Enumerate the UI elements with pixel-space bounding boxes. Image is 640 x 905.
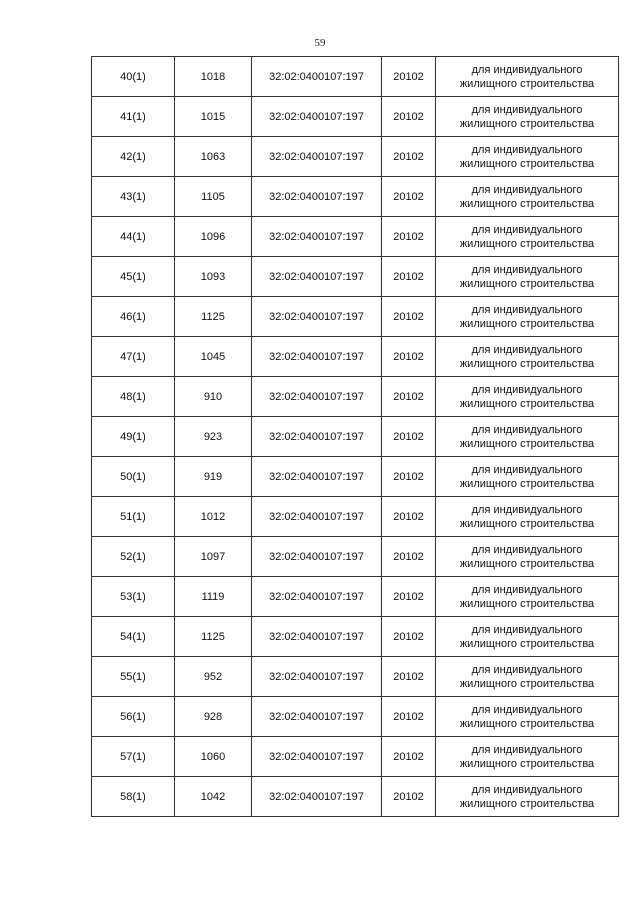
permitted-use-line: жилищного строительства [459, 597, 595, 610]
plot-area-cell: 1096 [175, 217, 252, 257]
land-plots-table [91, 56, 619, 817]
plot-number-cell: 54(1) [92, 617, 175, 657]
permitted-use-line: жилищного строительства [459, 797, 595, 810]
cadastral-number-cell: 32:02:0400107:197 [252, 377, 382, 417]
cadastral-number-cell: 32:02:0400107:197 [252, 137, 382, 177]
plot-number-cell: 56(1) [92, 697, 175, 737]
plot-area-cell: 1097 [175, 537, 252, 577]
table-row [92, 257, 619, 297]
permitted-use-line: жилищного строительства [459, 77, 595, 90]
plot-number-cell: 47(1) [92, 337, 175, 377]
permitted-use-line: для индивидуального [471, 623, 583, 636]
permitted-use-line: для индивидуального [471, 223, 583, 236]
permitted-use-cell [436, 417, 619, 457]
category-code-cell: 20102 [382, 657, 436, 697]
plot-number-cell: 49(1) [92, 417, 175, 457]
cadastral-number-cell: 32:02:0400107:197 [252, 457, 382, 497]
permitted-use-cell [436, 457, 619, 497]
plot-area-cell: 1063 [175, 137, 252, 177]
plot-number-cell: 52(1) [92, 537, 175, 577]
plot-number-cell: 51(1) [92, 497, 175, 537]
permitted-use-cell [436, 257, 619, 297]
permitted-use-line: для индивидуального [471, 583, 583, 596]
permitted-use-line: жилищного строительства [459, 157, 595, 170]
permitted-use-cell [436, 177, 619, 217]
permitted-use-line: для индивидуального [471, 663, 583, 676]
permitted-use-cell [436, 577, 619, 617]
permitted-use-line: жилищного строительства [459, 437, 595, 450]
permitted-use-line: жилищного строительства [459, 277, 595, 290]
plot-number-cell: 57(1) [92, 737, 175, 777]
permitted-use-line: для индивидуального [471, 63, 583, 76]
category-code-cell: 20102 [382, 57, 436, 97]
plot-area-cell: 923 [175, 417, 252, 457]
permitted-use-cell [436, 297, 619, 337]
category-code-cell: 20102 [382, 617, 436, 657]
table-row [92, 737, 619, 777]
table-row [92, 417, 619, 457]
cadastral-number-cell: 32:02:0400107:197 [252, 297, 382, 337]
category-code-cell: 20102 [382, 737, 436, 777]
plot-number-cell: 43(1) [92, 177, 175, 217]
plot-number-cell: 44(1) [92, 217, 175, 257]
page-number: 59 [314, 37, 326, 49]
cadastral-number-cell: 32:02:0400107:197 [252, 257, 382, 297]
cadastral-number-cell: 32:02:0400107:197 [252, 417, 382, 457]
permitted-use-line: для индивидуального [471, 743, 583, 756]
plot-area-cell: 1125 [175, 297, 252, 337]
permitted-use-line: для индивидуального [471, 143, 583, 156]
table-row [92, 497, 619, 537]
category-code-cell: 20102 [382, 217, 436, 257]
permitted-use-line: для индивидуального [471, 423, 583, 436]
permitted-use-line: жилищного строительства [459, 717, 595, 730]
plot-area-cell: 919 [175, 457, 252, 497]
permitted-use-line: жилищного строительства [459, 517, 595, 530]
permitted-use-line: жилищного строительства [459, 557, 595, 570]
permitted-use-line: жилищного строительства [459, 397, 595, 410]
permitted-use-line: жилищного строительства [459, 237, 595, 250]
plot-number-cell: 53(1) [92, 577, 175, 617]
category-code-cell: 20102 [382, 97, 436, 137]
plot-number-cell: 55(1) [92, 657, 175, 697]
permitted-use-line: для индивидуального [471, 103, 583, 116]
plot-number-cell: 58(1) [92, 777, 175, 817]
cadastral-number-cell: 32:02:0400107:197 [252, 777, 382, 817]
category-code-cell: 20102 [382, 177, 436, 217]
table-row [92, 217, 619, 257]
cadastral-number-cell: 32:02:0400107:197 [252, 177, 382, 217]
category-code-cell: 20102 [382, 137, 436, 177]
plot-area-cell: 1093 [175, 257, 252, 297]
table-row [92, 57, 619, 97]
permitted-use-cell [436, 617, 619, 657]
cadastral-number-cell: 32:02:0400107:197 [252, 537, 382, 577]
permitted-use-cell [436, 217, 619, 257]
table-row [92, 337, 619, 377]
category-code-cell: 20102 [382, 577, 436, 617]
plot-area-cell: 1015 [175, 97, 252, 137]
permitted-use-line: жилищного строительства [459, 757, 595, 770]
permitted-use-cell [436, 657, 619, 697]
plot-number-cell: 41(1) [92, 97, 175, 137]
permitted-use-line: жилищного строительства [459, 197, 595, 210]
cadastral-number-cell: 32:02:0400107:197 [252, 497, 382, 537]
permitted-use-cell [436, 697, 619, 737]
cadastral-number-cell: 32:02:0400107:197 [252, 657, 382, 697]
permitted-use-line: для индивидуального [471, 183, 583, 196]
cadastral-number-cell: 32:02:0400107:197 [252, 617, 382, 657]
table-row [92, 697, 619, 737]
table-row [92, 537, 619, 577]
category-code-cell: 20102 [382, 777, 436, 817]
permitted-use-cell [436, 377, 619, 417]
permitted-use-cell [436, 777, 619, 817]
table-row [92, 777, 619, 817]
category-code-cell: 20102 [382, 257, 436, 297]
permitted-use-cell [436, 737, 619, 777]
permitted-use-line: для индивидуального [471, 303, 583, 316]
table-row [92, 297, 619, 337]
permitted-use-cell [436, 137, 619, 177]
permitted-use-line: для индивидуального [471, 383, 583, 396]
plot-area-cell: 928 [175, 697, 252, 737]
table-row [92, 577, 619, 617]
permitted-use-cell [436, 57, 619, 97]
plot-area-cell: 910 [175, 377, 252, 417]
permitted-use-cell [436, 97, 619, 137]
cadastral-number-cell: 32:02:0400107:197 [252, 217, 382, 257]
permitted-use-line: жилищного строительства [459, 637, 595, 650]
permitted-use-line: жилищного строительства [459, 357, 595, 370]
table-row [92, 617, 619, 657]
table-row [92, 177, 619, 217]
plot-area-cell: 952 [175, 657, 252, 697]
permitted-use-line: для индивидуального [471, 703, 583, 716]
plot-area-cell: 1105 [175, 177, 252, 217]
permitted-use-line: для индивидуального [471, 263, 583, 276]
land-plots-table-body [92, 57, 619, 817]
plot-area-cell: 1042 [175, 777, 252, 817]
plot-area-cell: 1045 [175, 337, 252, 377]
permitted-use-cell [436, 497, 619, 537]
permitted-use-line: для индивидуального [471, 463, 583, 476]
cadastral-number-cell: 32:02:0400107:197 [252, 577, 382, 617]
permitted-use-line: для индивидуального [471, 543, 583, 556]
table-row [92, 657, 619, 697]
table-row [92, 137, 619, 177]
permitted-use-cell [436, 337, 619, 377]
category-code-cell: 20102 [382, 537, 436, 577]
table-row [92, 97, 619, 137]
plot-number-cell: 46(1) [92, 297, 175, 337]
cadastral-number-cell: 32:02:0400107:197 [252, 337, 382, 377]
category-code-cell: 20102 [382, 457, 436, 497]
category-code-cell: 20102 [382, 337, 436, 377]
table-row [92, 377, 619, 417]
plot-number-cell: 48(1) [92, 377, 175, 417]
permitted-use-line: жилищного строительства [459, 477, 595, 490]
plot-area-cell: 1018 [175, 57, 252, 97]
permitted-use-line: жилищного строительства [459, 117, 595, 130]
plot-area-cell: 1119 [175, 577, 252, 617]
category-code-cell: 20102 [382, 697, 436, 737]
cadastral-number-cell: 32:02:0400107:197 [252, 97, 382, 137]
plot-area-cell: 1125 [175, 617, 252, 657]
category-code-cell: 20102 [382, 377, 436, 417]
plot-number-cell: 50(1) [92, 457, 175, 497]
category-code-cell: 20102 [382, 497, 436, 537]
cadastral-number-cell: 32:02:0400107:197 [252, 697, 382, 737]
plot-area-cell: 1012 [175, 497, 252, 537]
plot-number-cell: 40(1) [92, 57, 175, 97]
plot-area-cell: 1060 [175, 737, 252, 777]
cadastral-number-cell: 32:02:0400107:197 [252, 57, 382, 97]
permitted-use-line: жилищного строительства [459, 317, 595, 330]
table-row [92, 457, 619, 497]
permitted-use-line: для индивидуального [471, 503, 583, 516]
category-code-cell: 20102 [382, 417, 436, 457]
permitted-use-cell [436, 537, 619, 577]
permitted-use-line: жилищного строительства [459, 677, 595, 690]
cadastral-number-cell: 32:02:0400107:197 [252, 737, 382, 777]
plot-number-cell: 42(1) [92, 137, 175, 177]
plot-number-cell: 45(1) [92, 257, 175, 297]
permitted-use-line: для индивидуального [471, 783, 583, 796]
category-code-cell: 20102 [382, 297, 436, 337]
permitted-use-line: для индивидуального [471, 343, 583, 356]
